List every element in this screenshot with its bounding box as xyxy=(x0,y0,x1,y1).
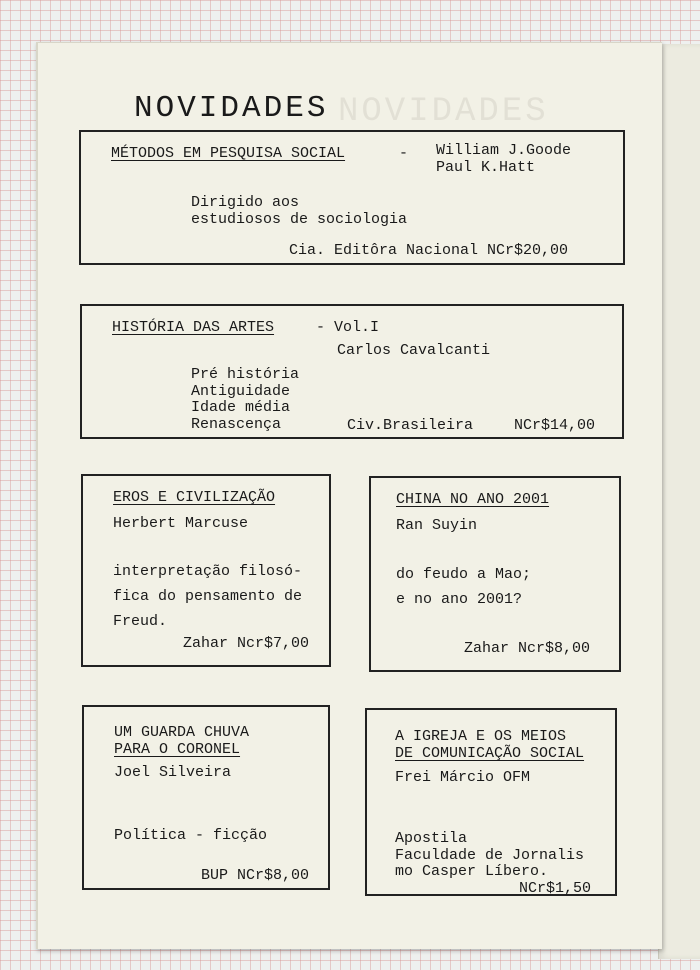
book-publisher-price: Zahar Ncr$7,00 xyxy=(183,635,310,652)
book-genre: Política - ficção xyxy=(114,827,268,844)
page-title: NOVIDADES xyxy=(134,91,329,126)
book-title-line-2: PARA O CORONEL xyxy=(114,741,241,758)
book-publisher-price: Cia. Editôra Nacional NCr$20,00 xyxy=(289,242,569,259)
book-description: Apostila Faculdade de Jornalis mo Casper Líbero. xyxy=(395,830,585,880)
book-card-eros xyxy=(81,474,331,667)
book-volume: - Vol.I xyxy=(316,319,380,336)
show-through-heading: NOVIDADES xyxy=(338,93,549,131)
book-price: NCr$1,50 xyxy=(519,880,592,897)
book-card-china xyxy=(369,476,621,672)
book-publisher-price: BUP NCr$8,00 xyxy=(201,867,310,884)
book-author-2: Paul K.Hatt xyxy=(436,159,536,176)
book-title-line-1: UM GUARDA CHUVA xyxy=(114,724,250,741)
book-title: MÉTODOS EM PESQUISA SOCIAL xyxy=(111,145,346,162)
title-dash: - xyxy=(399,145,409,162)
book-author: Herbert Marcuse xyxy=(113,515,249,532)
book-title: CHINA NO ANO 2001 xyxy=(396,491,550,508)
book-description: Dirigido aos estudiosos de sociologia xyxy=(191,194,408,228)
book-author: Ran Suyin xyxy=(396,517,478,534)
book-author: Carlos Cavalcanti xyxy=(337,342,491,359)
book-author-1: William J.Goode xyxy=(436,142,572,159)
book-description: do feudo a Mao; e no ano 2001? xyxy=(396,566,532,608)
book-author: Joel Silveira xyxy=(114,764,232,781)
book-price: NCr$14,00 xyxy=(514,417,596,434)
book-card-historia-das-artes xyxy=(80,304,624,439)
book-topics: Pré história Antiguidade Idade média Renascença xyxy=(191,366,300,433)
book-card-metodos xyxy=(79,130,625,265)
book-title: HISTÓRIA DAS ARTES xyxy=(112,319,275,336)
book-title: EROS E CIVILIZAÇÃO xyxy=(113,489,276,506)
facing-page xyxy=(658,44,700,959)
book-title-line-2: DE COMUNICAÇÃO SOCIAL xyxy=(395,745,585,762)
book-card-guarda-chuva xyxy=(82,705,330,890)
book-title-line-1: A IGREJA E OS MEIOS xyxy=(395,728,567,745)
book-publisher: Civ.Brasileira xyxy=(347,417,474,434)
book-publisher-price: Zahar Ncr$8,00 xyxy=(464,640,591,657)
booklet-page xyxy=(36,42,662,949)
book-description: interpretação filosó- fica do pensamento de Freud. xyxy=(113,563,303,630)
book-author: Frei Márcio OFM xyxy=(395,769,531,786)
book-card-igreja xyxy=(365,708,617,896)
